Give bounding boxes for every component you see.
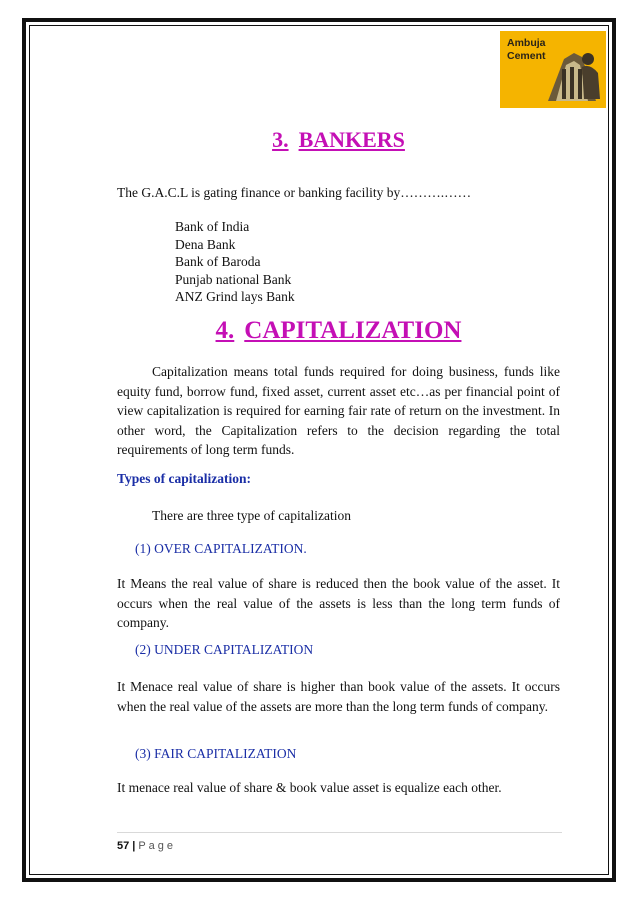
list-item: Bank of Baroda	[175, 254, 261, 269]
list-item: Punjab national Bank	[175, 271, 292, 287]
fair-capitalization-desc: It menace real value of share & book value asset is equalize each other.	[117, 780, 502, 795]
under-capitalization-label: (2) UNDER CAPITALIZATION	[135, 642, 314, 657]
section-4-heading: 4. CAPITALIZATION	[215, 317, 462, 344]
footer-separator: |	[132, 840, 136, 852]
types-heading: Types of capitalization:	[117, 471, 251, 486]
list-item: Bank of India	[175, 219, 250, 234]
logo-figure-icon	[544, 39, 604, 105]
logo-text: Ambuja Cement	[507, 37, 546, 62]
capitalization-paragraph: Capitalization means total funds required for doing business, funds like equity fund, borrow fund, fixed asset, current asset etc…as per financial point of view capitalization is required for earning fair rate of return on the investment. In other word, the Capitalization refers to the decision regarding the total requirements of long term funds.	[117, 364, 560, 457]
bankers-intro: The G.A.C.L is gating finance or banking facility by……….……	[117, 185, 472, 200]
footer-divider	[117, 832, 562, 833]
list-item: Dena Bank	[175, 236, 236, 252]
page-label: Page	[138, 840, 177, 852]
over-capitalization-desc: It Means the real value of share is reduced then the book value of the asset. It occurs when the real value of the assets is less than the long term funds of company.	[117, 576, 560, 630]
fair-capitalization-label: (3) FAIR CAPITALIZATION	[135, 746, 297, 761]
ambuja-cement-logo	[500, 31, 606, 108]
under-capitalization-desc: It Menace real value of share is higher than book value of the assets. It occurs when the real value of the assets are more than the long term funds of company.	[117, 679, 560, 714]
list-item: ANZ Grind lays Bank	[175, 289, 295, 304]
over-capitalization-label: (1) OVER CAPITALIZATION.	[135, 541, 307, 556]
section-3-heading: 3. BANKERS	[272, 127, 405, 152]
bank-list	[175, 218, 295, 306]
types-intro: There are three type of capitalization	[152, 508, 352, 523]
page-footer	[117, 840, 176, 852]
page-number: 57	[117, 840, 130, 852]
